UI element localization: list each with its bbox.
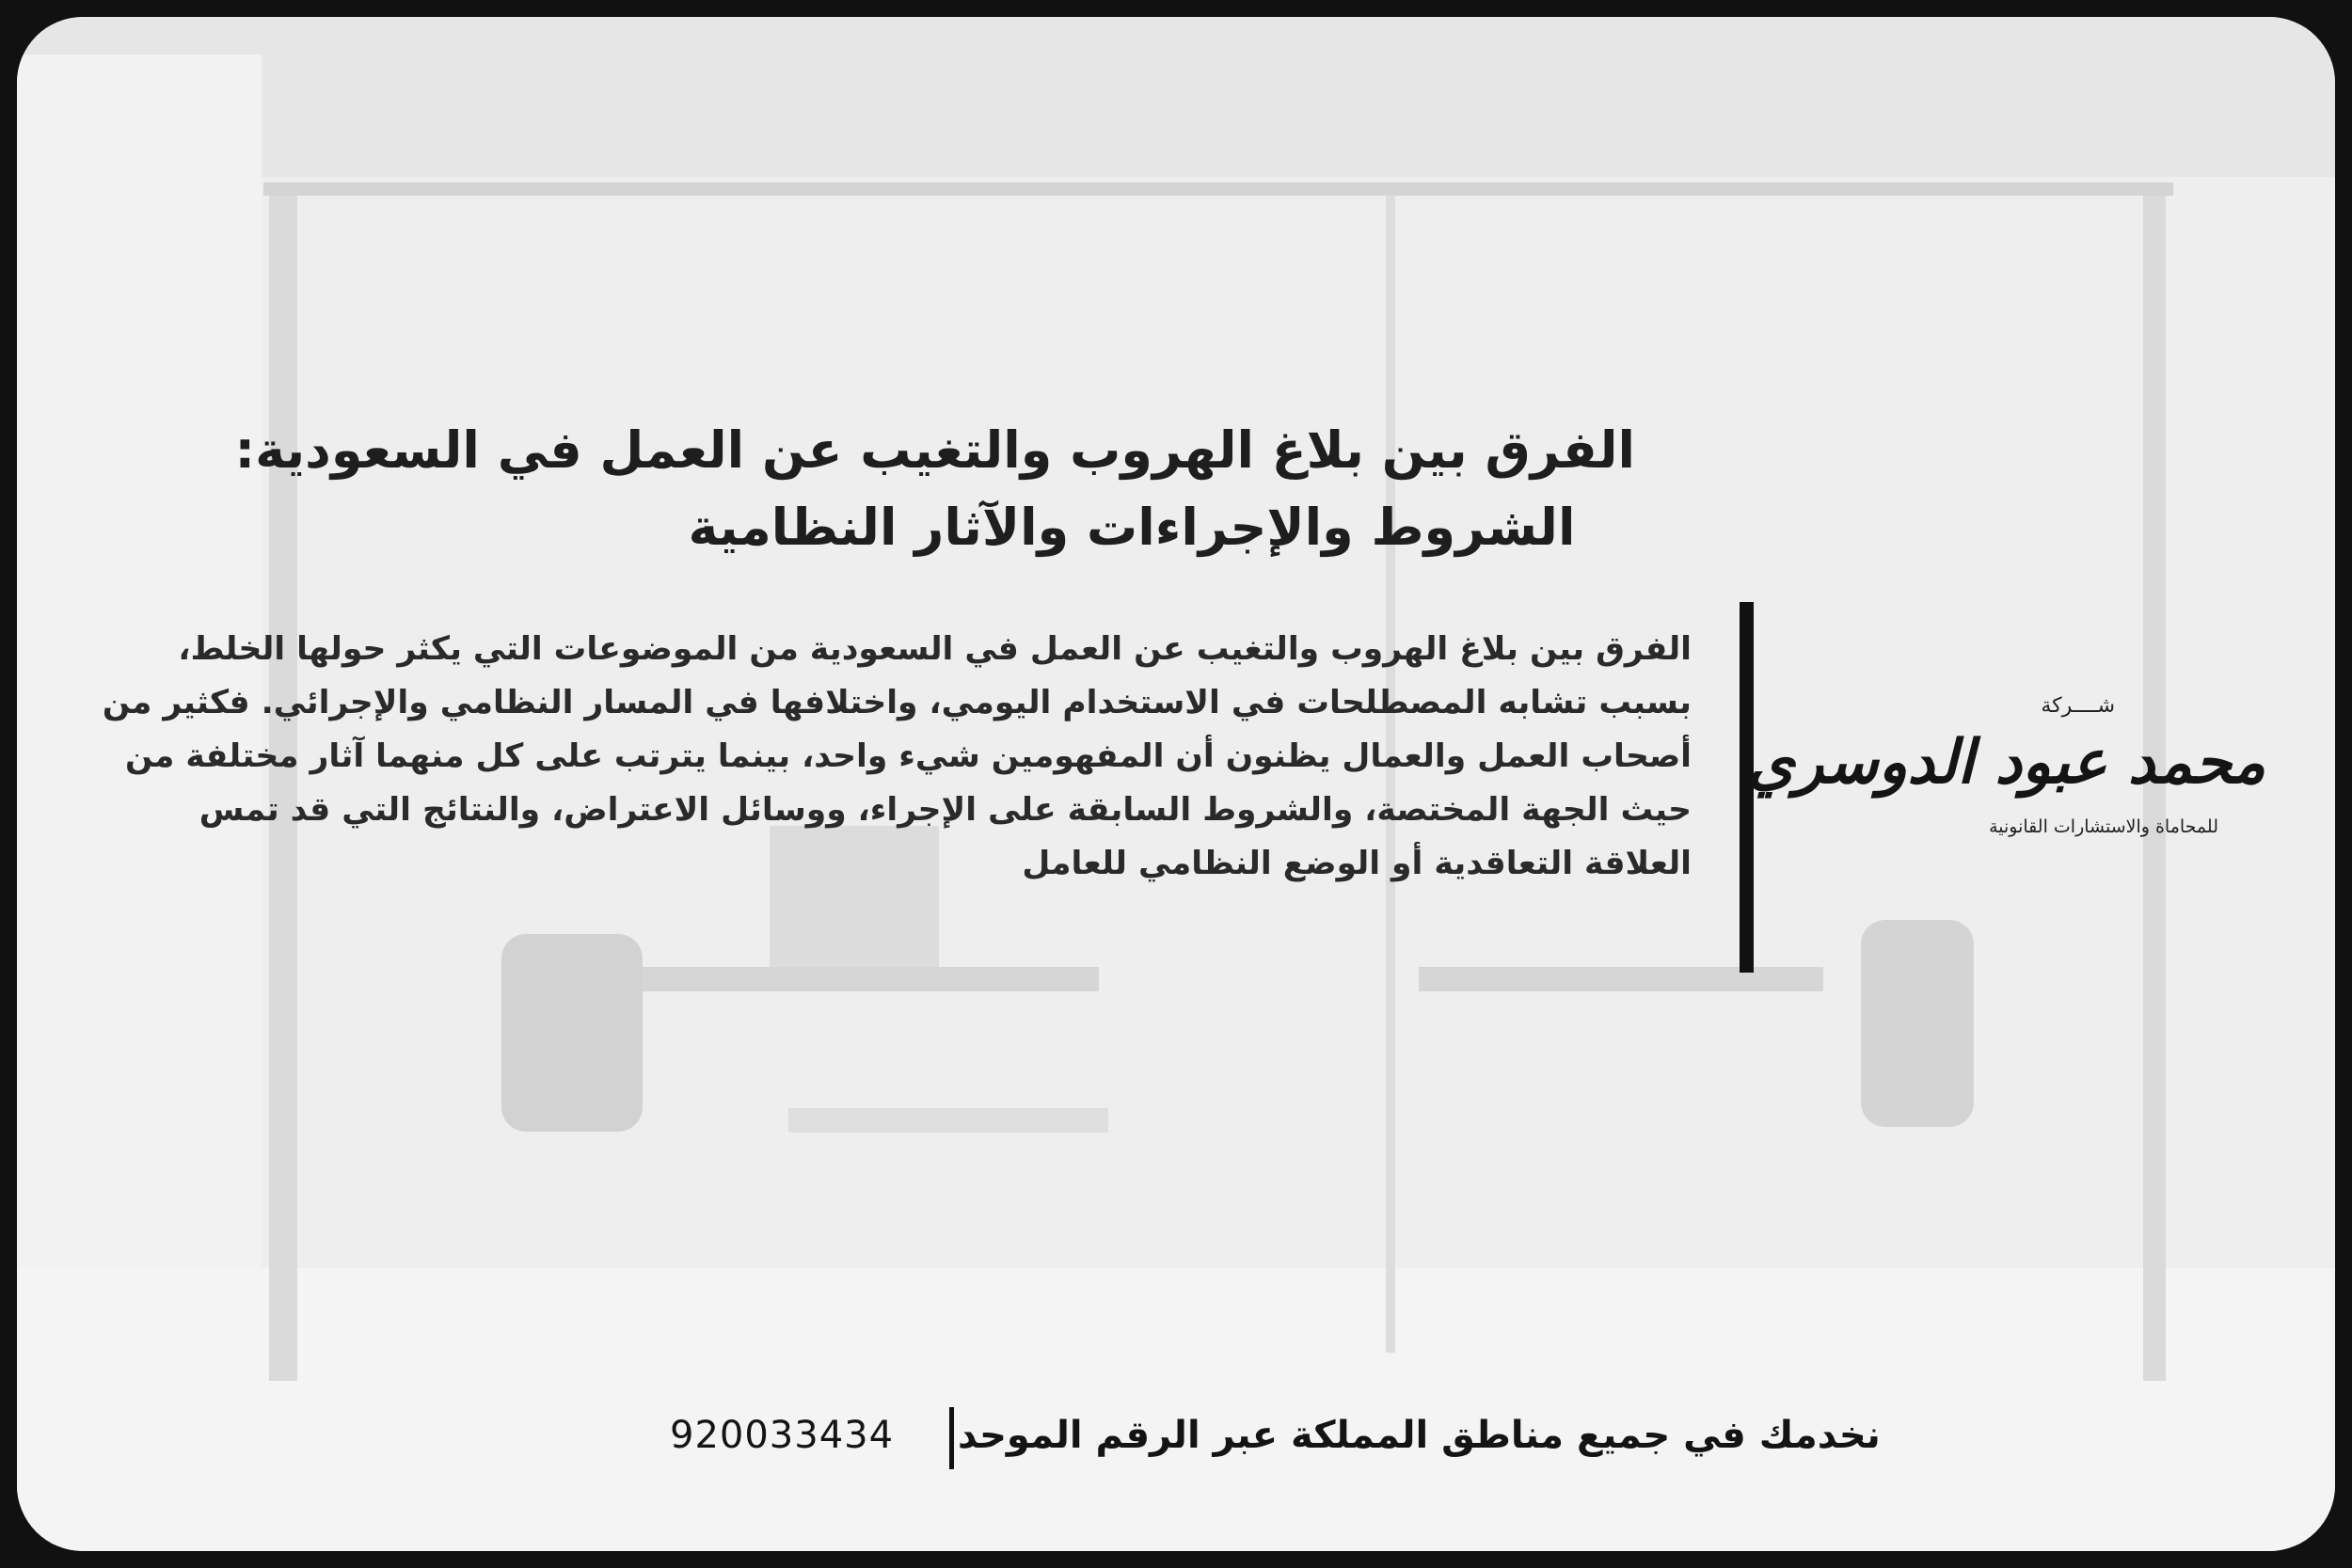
logo-company-word: شــــركة	[2041, 694, 2115, 718]
intro-line: حيث الجهة المختصة، والشروط السابقة على الإجراء، ووسائل الاعتراض، والنتائج التي قد تمس	[199, 791, 1692, 829]
article-intro	[102, 623, 1692, 891]
company-logo	[1747, 689, 2265, 858]
title-line-2: الشروط والإجراءات والآثار النظامية	[688, 498, 1576, 557]
intro-line: العلاقة التعاقدية أو الوضع النظامي للعامل	[1022, 845, 1692, 882]
footer-divider	[949, 1407, 954, 1469]
title-line-1: الفرق بين بلاغ الهروب والتغيب عن العمل في السعودية:	[234, 420, 1635, 480]
phone-number[interactable]: 920033434	[670, 1414, 895, 1457]
intro-line: أصحاب العمل والعمال يظنون أن المفهومين شيء واحد، بينما يترتب على كل منهما آثار مختلفة من	[124, 737, 1692, 775]
article-title	[234, 412, 1635, 566]
footer-label: نخدمك في جميع مناطق المملكة عبر الرقم الموحد	[958, 1414, 1881, 1457]
logo-subtitle: للمحاماة والاستشارات القانونية	[1989, 816, 2218, 837]
footer-contact	[666, 1407, 1881, 1473]
intro-line: بسبب تشابه المصطلحات في الاستخدام اليومي، واختلافها في المسار النظامي والإجرائي. فكثير من	[102, 684, 1692, 721]
post-card	[17, 17, 2335, 1551]
intro-line: الفرق بين بلاغ الهروب والتغيب عن العمل في السعودية من الموضوعات التي يكثر حولها الخلط،	[178, 630, 1692, 668]
logo-calligraphy-name: محمد عبود الدوسري	[1747, 727, 2265, 798]
